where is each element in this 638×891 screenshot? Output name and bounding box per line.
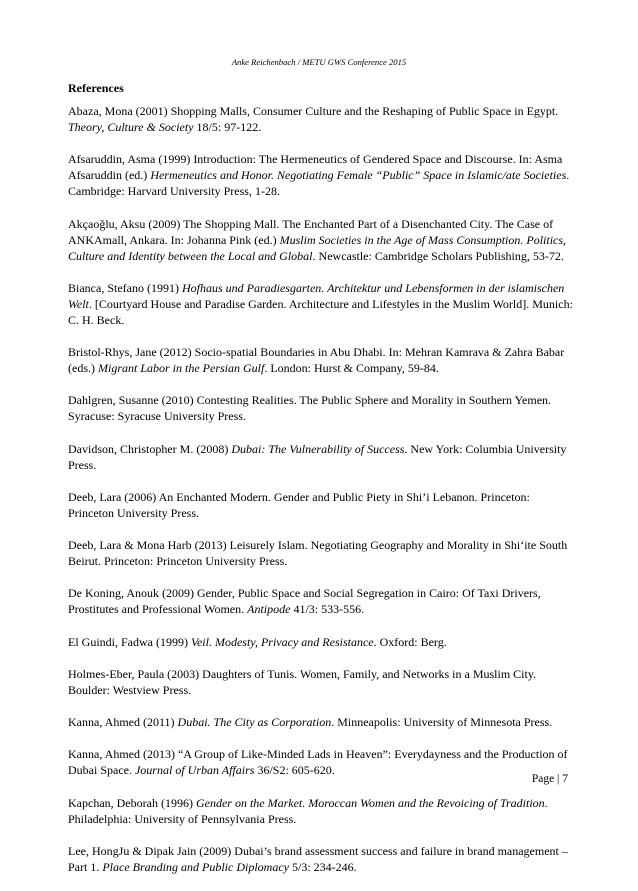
italic-title-text: Antipode bbox=[247, 602, 291, 617]
reference-entry bbox=[68, 489, 572, 521]
reference-entry bbox=[68, 843, 572, 875]
reference-line bbox=[68, 392, 572, 408]
reference-entry bbox=[68, 666, 572, 698]
reference-text: Syracuse: Syracuse University Press. bbox=[68, 409, 246, 424]
reference-text: Kapchan, Deborah (1996) bbox=[68, 795, 196, 810]
reference-line bbox=[68, 505, 572, 521]
reference-text: Deeb, Lara & Mona Harb (2013) Leisurely Islam. Negotiating Geography and Morality in Shi‘ite South bbox=[68, 538, 568, 552]
reference-text: Lee, HongJu & Dipak Jain (2009) Dubai’s brand assessment success and failure in brand management – bbox=[68, 843, 568, 858]
reference-line bbox=[68, 103, 572, 119]
reference-text: . London: Hurst & Company, 59-84. bbox=[264, 361, 439, 375]
reference-text: El Guindi, Fadwa (1999) bbox=[68, 634, 191, 649]
reference-line bbox=[68, 280, 572, 296]
reference-text: Cambridge: Harvard University Press, 1-28. bbox=[68, 184, 280, 199]
reference-text: . Oxford: Berg. bbox=[373, 634, 447, 649]
reference-text: . Newcastle: Cambridge Scholars Publishing, 53-72. bbox=[312, 248, 564, 263]
reference-line bbox=[68, 296, 572, 312]
reference-line bbox=[68, 714, 572, 730]
italic-title-text: Gender on the Market. Moroccan Women and the Revoicing of Tradition bbox=[195, 795, 545, 810]
reference-text: Part 1. bbox=[68, 859, 103, 874]
italic-title-text: Culture and Identity between the Local and Global bbox=[68, 248, 313, 263]
reference-text: Davidson, Christopher M. (2008) bbox=[68, 441, 232, 456]
reference-text: Afsaruddin, Asma (1999) Introduction: The Hermeneutics of Gendered Space and Discourse. In: Asma bbox=[68, 152, 563, 167]
reference-text: . Minneapolis: University of Minnesota Press. bbox=[331, 715, 553, 729]
reference-line bbox=[68, 811, 572, 827]
reference-line bbox=[68, 666, 572, 682]
reference-text: Boulder: Westview Press. bbox=[68, 682, 192, 697]
reference-line bbox=[68, 682, 572, 698]
italic-title-text: Migrant Labor in the Persian Gulf bbox=[98, 361, 265, 375]
reference-line bbox=[68, 553, 572, 569]
reference-text: Holmes-Eber, Paula (2003) Daughters of Tunis. Women, Family, and Networks in a Muslim City. bbox=[68, 666, 537, 681]
reference-text: Akçaoğlu, Aksu (2009) The Shopping Mall. The Enchanted Part of a Disenchanted City. The Case of bbox=[68, 216, 554, 231]
running-header: Anke Reichenbach / METU GWS Conference 2015 bbox=[231, 57, 407, 67]
reference-text: 5/3: 234-246. bbox=[288, 859, 357, 874]
reference-line bbox=[68, 843, 572, 859]
reference-line bbox=[68, 167, 572, 183]
reference-line bbox=[68, 762, 572, 778]
reference-text: 41/3: 533-556. bbox=[290, 602, 365, 617]
reference-text: . New York: Columbia University bbox=[404, 441, 567, 456]
reference-line bbox=[68, 634, 572, 650]
reference-text: . bbox=[544, 795, 548, 810]
reference-entry bbox=[68, 216, 572, 264]
reference-line bbox=[68, 859, 572, 875]
italic-title-text: Hofhaus und Paradiesgarten. Architektur und Lebensformen in der islamischen bbox=[181, 280, 565, 295]
reference-line bbox=[68, 183, 572, 199]
reference-line bbox=[68, 746, 572, 762]
references-list bbox=[68, 103, 572, 891]
reference-text: ANKAmall, Ankara. In: Johanna Pink (ed.) bbox=[68, 232, 280, 247]
reference-text: Prostitutes and Professional Women. bbox=[68, 602, 248, 617]
reference-text: Dubai Space. bbox=[68, 763, 135, 778]
reference-text: . [Courtyard House and Paradise Garden. Architecture and Lifestyles in the Muslim World]. Munich: bbox=[88, 296, 573, 311]
reference-entry bbox=[68, 537, 572, 569]
italic-title-text: Hermeneutics and Honor. Negotiating Female “Public” Space in Islamic/ate Societies bbox=[150, 168, 567, 183]
reference-line bbox=[68, 216, 572, 232]
page-number: Page | 7 bbox=[531, 773, 568, 785]
reference-text: Bristol-Rhys, Jane (2012) Socio-spatial Boundaries in Abu Dhabi. In: Mehran Kamrava & Zahra Babar bbox=[68, 345, 565, 359]
reference-entry bbox=[68, 441, 572, 473]
reference-line bbox=[68, 441, 572, 457]
reference-text: Beirut. Princeton: Princeton University Press. bbox=[68, 554, 288, 568]
reference-entry bbox=[68, 795, 572, 827]
reference-entry bbox=[68, 392, 572, 424]
reference-text: De Koning, Anouk (2009) Gender, Public Space and Social Segregation in Cairo: Of Taxi Drivers, bbox=[68, 586, 541, 601]
reference-line bbox=[68, 119, 572, 135]
italic-title-text: Theory, Culture & Society bbox=[68, 120, 194, 134]
italic-title-text: Dubai. The City as Corporation bbox=[177, 715, 332, 729]
references-heading: References bbox=[68, 81, 124, 95]
reference-line bbox=[68, 408, 572, 424]
reference-line bbox=[68, 537, 572, 553]
reference-line bbox=[68, 601, 572, 617]
reference-text: Kanna, Ahmed (2011) bbox=[68, 715, 178, 729]
reference-entry bbox=[68, 344, 572, 376]
reference-line bbox=[68, 312, 572, 328]
reference-entry bbox=[68, 714, 572, 730]
reference-text: Abaza, Mona (2001) Shopping Malls, Consumer Culture and the Reshaping of Public Space in Egypt. bbox=[68, 104, 559, 118]
reference-line bbox=[68, 151, 572, 167]
italic-title-text: Place Branding and Public Diplomacy bbox=[102, 859, 289, 874]
reference-entry bbox=[68, 280, 572, 328]
reference-text: C. H. Beck. bbox=[68, 312, 125, 327]
reference-line bbox=[68, 248, 572, 264]
reference-text: Kanna, Ahmed (2013) “A Group of Like-Minded Lads in Heaven”: Everydayness and the Production of bbox=[68, 747, 568, 762]
reference-line bbox=[68, 360, 572, 376]
reference-line bbox=[68, 232, 572, 248]
reference-text: Press. bbox=[68, 457, 97, 472]
reference-line bbox=[68, 585, 572, 601]
reference-text: . bbox=[566, 168, 570, 183]
italic-title-text: Muslim Societies in the Age of Mass Consumption. Politics, bbox=[279, 232, 567, 247]
reference-text: (eds.) bbox=[68, 361, 98, 375]
reference-entry bbox=[68, 585, 572, 617]
reference-text: Deeb, Lara (2006) An Enchanted Modern. Gender and Public Piety in Shi’i Lebanon. Princeton: bbox=[68, 489, 530, 504]
reference-text: 18/5: 97-122. bbox=[193, 120, 262, 134]
reference-entry bbox=[68, 634, 572, 650]
italic-title-text: Journal of Urban Affairs bbox=[134, 763, 255, 778]
italic-title-text: Welt bbox=[68, 296, 89, 311]
italic-title-text: Dubai: The Vulnerability of Success bbox=[231, 441, 405, 456]
reference-line bbox=[68, 344, 572, 360]
reference-entry bbox=[68, 151, 572, 199]
reference-text: 36/S2: 605-620. bbox=[254, 763, 335, 778]
reference-line bbox=[68, 489, 572, 505]
reference-text: Philadelphia: University of Pennsylvania Press. bbox=[68, 811, 297, 826]
italic-title-text: Veil. Modesty, Privacy and Resistance bbox=[190, 634, 374, 649]
reference-text: Dahlgren, Susanne (2010) Contesting Realities. The Public Sphere and Morality in Southern Yemen. bbox=[68, 393, 552, 408]
reference-entry bbox=[68, 103, 572, 135]
reference-entry bbox=[68, 746, 572, 778]
reference-text: Afsaruddin (ed.) bbox=[68, 168, 151, 183]
reference-line bbox=[68, 457, 572, 473]
reference-line bbox=[68, 795, 572, 811]
reference-text: Princeton University Press. bbox=[68, 505, 199, 520]
reference-text: Bianca, Stefano (1991) bbox=[68, 280, 182, 295]
